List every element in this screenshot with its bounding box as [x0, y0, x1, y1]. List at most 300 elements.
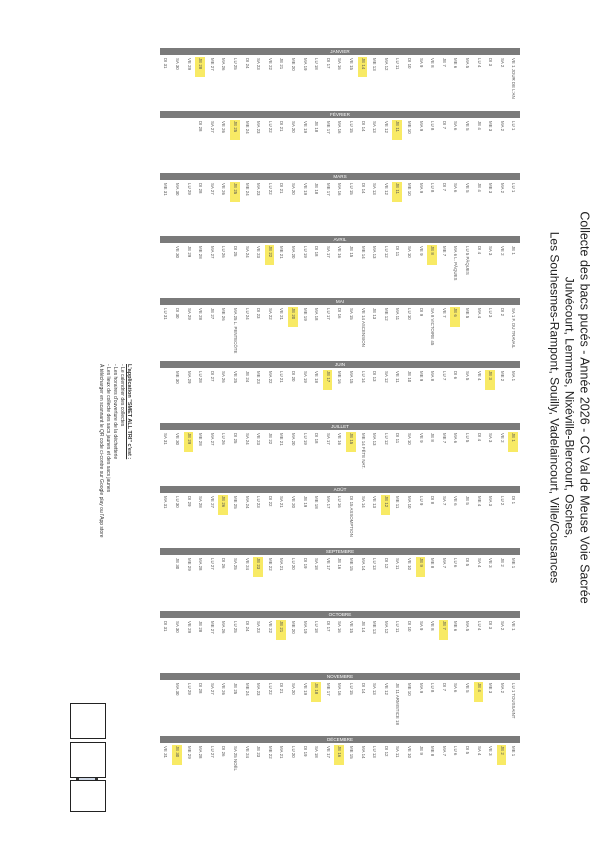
day-cell: DI 4	[476, 245, 482, 254]
day-cell: SA 10	[407, 433, 412, 445]
day-cell: ME 21	[279, 433, 285, 446]
day-cell: DI 8	[430, 495, 436, 504]
day-cell: JE 12	[383, 495, 389, 507]
day-cell: JE 13	[372, 308, 378, 320]
day-cell: SA 15	[349, 308, 354, 320]
day-cell: LU 30	[175, 495, 180, 508]
day-cell: ME 10	[407, 683, 412, 696]
day-cell: MA 15	[349, 370, 354, 383]
day-cell: LU 22	[267, 683, 273, 695]
day-cell: ME 14	[360, 245, 366, 259]
day-cell: VE 31	[163, 745, 169, 758]
day-cell: VE 9	[418, 245, 424, 256]
day-cell: SA 11	[395, 745, 401, 757]
day-cell: VE 5	[465, 120, 470, 131]
day-cell: SA 4	[476, 558, 482, 568]
month-header: NOVEMBRE	[160, 673, 520, 680]
day-cell: MA 2	[499, 183, 505, 194]
day-cell: MA 6	[453, 433, 459, 444]
day-cell: VE 10	[407, 558, 412, 570]
month-header: FÉVRIER	[160, 111, 520, 118]
day-cell: DI 4	[476, 433, 482, 442]
day-cell: ME 29	[186, 558, 192, 571]
info-heading: L'application "SMET ALL TRI" c'est :	[126, 364, 132, 460]
day-cell: VE 29	[186, 58, 192, 70]
day-cell: MA 8	[430, 370, 436, 381]
day-cell: MA 28	[198, 558, 204, 571]
day-cell: JE 4	[476, 683, 482, 692]
day-cell: VE 9	[418, 433, 424, 443]
day-cell: VE 24	[244, 558, 250, 570]
day-cell: JE 17	[325, 370, 331, 382]
info-line-3: - Les lieux de collecte des sacs jaunes et des sacs jaunes	[105, 364, 111, 493]
day-cell: MA 30	[175, 183, 180, 196]
day-cell: VE 22	[267, 58, 273, 70]
day-cell: VE 29	[186, 620, 192, 633]
day-cell: LU 12	[383, 433, 389, 445]
day-cell: MA 27	[209, 433, 215, 446]
day-cell: LU 9	[418, 495, 424, 505]
day-cell: VE 11	[395, 370, 401, 383]
day-cell: SA 17	[325, 433, 331, 445]
day-cell: MA 18	[314, 308, 320, 321]
day-cell: LU 12	[383, 245, 389, 258]
month-header: AOÛT	[160, 486, 520, 493]
day-cell: ME 19	[302, 308, 308, 321]
day-cell: LU 19	[302, 245, 308, 258]
day-cell: MA 9	[418, 183, 424, 194]
day-cell: MA 26	[221, 620, 227, 633]
day-cell: LU 27	[209, 558, 215, 570]
day-cell: LU 18	[314, 58, 320, 70]
month-header: MAI	[160, 298, 520, 305]
day-cell: JE 2	[499, 745, 505, 755]
day-cell: VE 1	[511, 620, 517, 631]
day-cell: VE 3	[488, 745, 494, 756]
day-cell: ME 10	[407, 120, 412, 134]
day-cell: LU 28	[198, 370, 204, 383]
day-cell: DI 21	[279, 683, 285, 694]
info-line-2: - Les horaires d'ouverture de la déchetterie	[112, 364, 118, 460]
day-cell: DI 17	[325, 620, 331, 631]
qr-code-icon[interactable]	[70, 742, 106, 778]
day-cell: SA 7	[441, 495, 447, 505]
day-cell: VE 16	[337, 245, 343, 258]
day-cell: ME 17	[325, 683, 331, 696]
month-header: JANVIER	[160, 48, 520, 55]
day-cell: DI 19	[302, 745, 308, 756]
day-cell: ME 25	[233, 495, 238, 509]
day-cell: JE 11	[395, 120, 401, 132]
day-cell: JE 3	[488, 370, 494, 380]
day-cell: LU 7	[441, 370, 447, 380]
day-cell: VE 12	[383, 120, 389, 133]
day-cell: LU 14	[360, 370, 366, 383]
day-cell: SA 26	[221, 370, 227, 383]
day-cell: JE 11	[395, 183, 401, 194]
day-cell: VE 26	[221, 683, 227, 695]
day-cell: ME 28	[198, 245, 204, 259]
day-cell: JE 9	[418, 745, 424, 755]
day-cell: ME 6	[453, 58, 459, 69]
day-cell: DI 1	[511, 495, 517, 504]
day-cell: LU 8	[430, 183, 436, 193]
info-line-4: À télécharger en scannant le QR code ci-contre sur Google play ou l'App store	[98, 364, 104, 538]
day-cell: LU 1	[511, 120, 517, 130]
day-cell: DI 12	[383, 745, 389, 756]
day-cell: LU 22	[267, 120, 273, 133]
day-cell: LU 21	[279, 370, 285, 383]
day-cell: SA 9	[418, 620, 424, 630]
day-cell: VE 17	[325, 558, 331, 570]
day-cell: LU 2	[499, 495, 505, 505]
day-cell: LU 20	[291, 745, 296, 758]
day-cell: VE 8	[430, 620, 436, 631]
day-cell: MA 12	[383, 620, 389, 633]
communes-line-1: Julvécourt, Lemmes, Nixéville-Blercourt, Osches,	[562, 276, 577, 539]
day-cell: ME 3	[488, 120, 494, 131]
day-cell: MA 23	[256, 120, 262, 133]
day-cell: LU 5	[465, 433, 470, 443]
day-cell: MA 19	[302, 58, 308, 71]
day-cell: DI 16	[337, 308, 343, 319]
day-cell: ME 12	[383, 308, 389, 321]
day-cell: VE 19	[302, 183, 308, 195]
day-cell: JE 26	[221, 495, 227, 507]
day-cell: MA 14	[360, 558, 366, 571]
day-cell: JE 16	[337, 745, 343, 757]
day-cell: MA 16	[337, 683, 343, 696]
day-cell: DI 24	[244, 620, 250, 631]
day-cell: LU 25	[233, 620, 238, 633]
day-cell: VE 14 ASCENSION	[360, 308, 366, 347]
day-cell: LU 26	[221, 433, 227, 445]
day-cell: VE 2	[499, 245, 505, 256]
day-cell: DI 24	[244, 58, 250, 69]
day-cell: JE 6	[453, 308, 459, 317]
day-cell: LU 10	[407, 308, 412, 320]
day-cell: MA 4	[476, 308, 482, 319]
day-cell: JE 29	[186, 245, 192, 257]
day-cell: VE 23	[256, 433, 262, 445]
day-cell: SA 16	[337, 620, 343, 633]
day-cell: DI 28	[198, 183, 204, 194]
day-cell: DI 15 ASSOMPTION	[349, 495, 354, 537]
day-cell: ME 2	[499, 370, 505, 381]
day-cell: SA 6	[453, 183, 459, 193]
day-cell: JE 25	[233, 683, 238, 695]
day-cell: JE 28	[198, 620, 204, 632]
day-cell: LU 23	[256, 495, 262, 508]
qr-code-icon[interactable]	[70, 780, 106, 812]
day-cell: LU 22	[267, 183, 273, 195]
day-cell: ME 26	[221, 308, 227, 321]
day-cell: DI 13	[372, 370, 378, 381]
day-cell: DI 25	[233, 245, 238, 256]
day-cell: DI 9	[418, 308, 424, 317]
day-cell: MA 28	[198, 745, 204, 758]
day-cell: JE 23	[256, 558, 262, 570]
day-cell: DI 17	[325, 58, 331, 69]
page-title: Collecte des bacs pucés - Année 2026 - CC Val de Meuse Voie Sacrée	[577, 211, 592, 604]
day-cell: VE 1 JOUR DE L'AN	[511, 58, 517, 99]
day-cell: SA 6	[453, 120, 459, 130]
day-cell: JE 30	[175, 745, 180, 757]
day-cell: MA 1	[511, 370, 517, 381]
day-cell: VE 19	[302, 120, 308, 133]
day-cell: SA 20	[291, 683, 296, 695]
day-cell: SA 10	[407, 245, 412, 258]
day-cell: DI 29	[186, 495, 192, 506]
day-cell: VE 26	[221, 120, 227, 133]
day-cell: DI 7	[441, 683, 447, 692]
day-cell: ME 23	[256, 370, 262, 384]
day-cell: SA 13	[372, 183, 378, 195]
day-cell: JE 27	[209, 308, 215, 320]
day-cell: DI 14	[360, 183, 366, 194]
day-cell: DI 5	[465, 558, 470, 567]
day-cell: JE 1	[511, 433, 517, 442]
month-header: MARS	[160, 173, 520, 180]
day-cell: LU 26	[221, 245, 227, 258]
day-cell: SA 23	[256, 58, 262, 70]
day-cell: DI 31	[163, 620, 169, 631]
day-cell: LU 5 PÂQUES	[465, 245, 470, 275]
day-cell: DI 14	[360, 683, 366, 694]
day-cell: VE 8	[430, 58, 436, 68]
day-cell: ME 13	[372, 620, 378, 634]
day-cell: VE 12	[383, 683, 389, 695]
day-cell: LU 17	[325, 308, 331, 320]
day-cell: MA 17	[325, 495, 331, 508]
day-cell: JE 9	[418, 558, 424, 567]
day-cell: JE 19	[302, 495, 308, 507]
day-cell: JE 11 ARMISTICE 18	[395, 683, 401, 725]
day-cell: ME 4	[476, 495, 482, 506]
day-cell: MA 23	[256, 183, 262, 196]
day-cell: ME 9	[418, 370, 424, 381]
day-cell: VE 21	[279, 308, 285, 320]
day-cell: DI 18	[314, 433, 320, 444]
day-cell: SA 8 VICTOIRE 45	[430, 308, 436, 346]
day-cell: SA 20	[291, 120, 296, 133]
day-cell: JE 15	[349, 245, 354, 257]
day-cell: DI 28	[198, 120, 204, 131]
day-cell: LU 8	[430, 683, 436, 693]
day-cell: DI 23	[256, 308, 262, 319]
day-cell: JE 7	[441, 58, 447, 67]
day-cell: ME 3	[488, 183, 494, 194]
communes-line-2: Les Souhesmes-Rampont, Souilly, Vadelaincourt, Ville/Cousances	[547, 231, 562, 584]
day-cell: ME 27	[209, 58, 215, 71]
day-cell: MA 16	[337, 183, 343, 196]
day-cell: SA 18	[314, 745, 320, 758]
day-cell: DI 6	[453, 370, 459, 379]
day-cell: SA 29	[186, 308, 192, 320]
day-cell: LU 16	[337, 495, 343, 508]
day-cell: SA 31	[163, 433, 169, 445]
day-cell: MA 9	[418, 683, 424, 694]
day-cell: VE 3	[488, 558, 494, 568]
day-cell: SA 23	[256, 620, 262, 633]
day-cell: SA 4	[476, 745, 482, 755]
day-cell: ME 13	[372, 58, 378, 71]
day-cell: JE 18	[314, 683, 320, 695]
day-cell: MA 20	[291, 245, 296, 258]
day-cell: JE 14	[360, 58, 366, 70]
day-cell: LU 29	[186, 683, 192, 695]
day-cell: VE 15	[349, 58, 354, 70]
day-cell: VE 19	[302, 683, 308, 695]
day-cell: VE 30	[175, 245, 180, 258]
day-cell: VE 10	[407, 745, 412, 758]
month-header: OCTOBRE	[160, 611, 520, 618]
day-cell: MA 21	[279, 745, 285, 758]
month-header: SEPTEMBRE	[160, 548, 520, 555]
day-cell: LU 1	[511, 183, 517, 193]
day-cell: DI 28	[198, 683, 204, 694]
day-cell: SA 9	[418, 58, 424, 68]
day-cell: JE 29	[186, 433, 192, 445]
day-cell: ME 6	[453, 620, 459, 631]
day-cell: MA 16	[337, 120, 343, 133]
day-cell: LU 25	[233, 58, 238, 70]
day-cell: JE 21	[279, 58, 285, 70]
day-cell: JE 28	[198, 58, 204, 70]
day-cell: VE 22	[267, 620, 273, 633]
day-cell: MA 3	[488, 495, 494, 506]
day-cell: LU 13	[372, 745, 378, 758]
day-cell: SA 2	[499, 620, 505, 630]
day-cell: ME 27	[209, 620, 215, 634]
day-cell: DI 7	[441, 183, 447, 192]
day-cell: VE 16	[337, 433, 343, 445]
day-cell: MA 7	[441, 745, 447, 756]
info-line-1: - Le calendrier des collectes	[119, 364, 125, 427]
day-cell: ME 24	[244, 683, 250, 696]
day-cell: JE 8	[430, 433, 436, 442]
month-header: AVRIL	[160, 236, 520, 243]
day-cell: LU 19	[302, 433, 308, 445]
day-cell: SA 16	[337, 58, 343, 70]
day-cell: LU 6	[453, 745, 459, 755]
day-cell: SA 24	[244, 245, 250, 258]
day-cell: LU 13	[372, 558, 378, 570]
day-cell: JE 18	[314, 120, 320, 132]
day-cell: ME 24	[244, 183, 250, 196]
day-cell: DI 3	[488, 58, 494, 67]
day-cell: DI 7	[441, 120, 447, 129]
day-cell: MA 24	[244, 495, 250, 508]
day-cell: ME 8	[430, 745, 436, 756]
day-cell: VE 7	[441, 308, 447, 318]
day-cell: MA 22	[267, 370, 273, 383]
day-cell: ME 16	[337, 370, 343, 384]
day-cell: SA 2	[499, 58, 505, 68]
day-cell: MA 21	[279, 558, 285, 571]
day-cell: SA 30	[175, 58, 180, 70]
day-cell: SA 19	[302, 370, 308, 383]
day-cell: JE 30	[175, 558, 180, 570]
day-cell: VE 4	[476, 370, 482, 381]
day-cell: SA 13	[372, 683, 378, 695]
day-cell: JE 25	[233, 120, 238, 132]
qr-code-icon[interactable]	[70, 703, 106, 739]
day-cell: JE 1	[511, 245, 517, 255]
day-cell: ME 5	[465, 308, 470, 319]
day-cell: LU 6	[453, 558, 459, 568]
day-cell: MA 13	[372, 245, 378, 258]
day-cell: LU 27	[209, 745, 215, 758]
day-cell: DI 25	[233, 433, 238, 444]
day-cell: SA 17	[325, 245, 331, 258]
day-cell: MA 6 L. PÂQUES	[453, 245, 459, 280]
day-cell: ME 8	[430, 558, 436, 569]
day-cell: DI 20	[291, 370, 296, 381]
day-cell: LU 24	[244, 308, 250, 320]
day-cell: ME 24	[244, 120, 250, 134]
day-cell: JE 15	[349, 433, 354, 445]
day-cell: ME 14 FÊTE NAT.	[360, 433, 366, 469]
day-cell: MA 9	[418, 120, 424, 131]
day-cell: ME 17	[325, 183, 331, 196]
title-block	[519, 200, 595, 640]
day-cell: VE 27	[209, 495, 215, 508]
day-cell: ME 15	[349, 558, 354, 571]
day-cell: DI 31	[163, 58, 169, 69]
day-cell: LU 18	[314, 620, 320, 633]
day-cell: MA 5	[465, 58, 470, 69]
day-cell: VE 5	[465, 683, 470, 693]
day-cell: JE 8	[430, 245, 436, 255]
day-cell: LU 4	[476, 58, 482, 68]
day-cell: VE 20	[291, 495, 296, 508]
day-cell: VE 28	[198, 308, 204, 320]
day-cell: SA 12	[383, 370, 389, 383]
day-cell: SA 6	[453, 683, 459, 693]
day-cell: VE 5	[465, 183, 470, 193]
day-cell: JE 4	[476, 183, 482, 192]
day-cell: LU 15	[349, 683, 354, 695]
day-cell: DI 2	[499, 308, 505, 317]
day-cell: JE 10	[407, 370, 412, 382]
day-cell: ME 17	[325, 120, 331, 134]
day-cell: ME 20	[291, 620, 296, 634]
day-cell: ME 1	[511, 745, 517, 756]
day-cell: VE 2	[499, 433, 505, 443]
day-cell: VE 17	[325, 745, 331, 758]
day-cell: JE 2	[499, 558, 505, 567]
day-cell: VE 23	[256, 245, 262, 258]
day-cell: ME 11	[395, 495, 401, 508]
day-cell: MA 2	[499, 120, 505, 131]
day-cell: DI 12	[383, 558, 389, 569]
day-cell: MA 20	[291, 433, 296, 446]
day-cell: ME 1	[511, 558, 517, 569]
day-cell: MA 27	[209, 245, 215, 258]
day-cell: VE 6	[453, 495, 459, 506]
day-cell: MA 12	[383, 58, 389, 71]
day-cell: LU 11	[395, 620, 401, 632]
day-cell: ME 28	[198, 433, 204, 446]
day-cell: SA 22	[267, 308, 273, 320]
day-cell: JE 4	[476, 120, 482, 130]
day-cell: VE 18	[314, 370, 320, 383]
month-header: DÉCEMBRE	[160, 736, 520, 743]
day-cell: JE 22	[267, 245, 273, 257]
day-cell: DI 22	[267, 495, 273, 506]
day-cell: LU 20	[291, 558, 296, 570]
